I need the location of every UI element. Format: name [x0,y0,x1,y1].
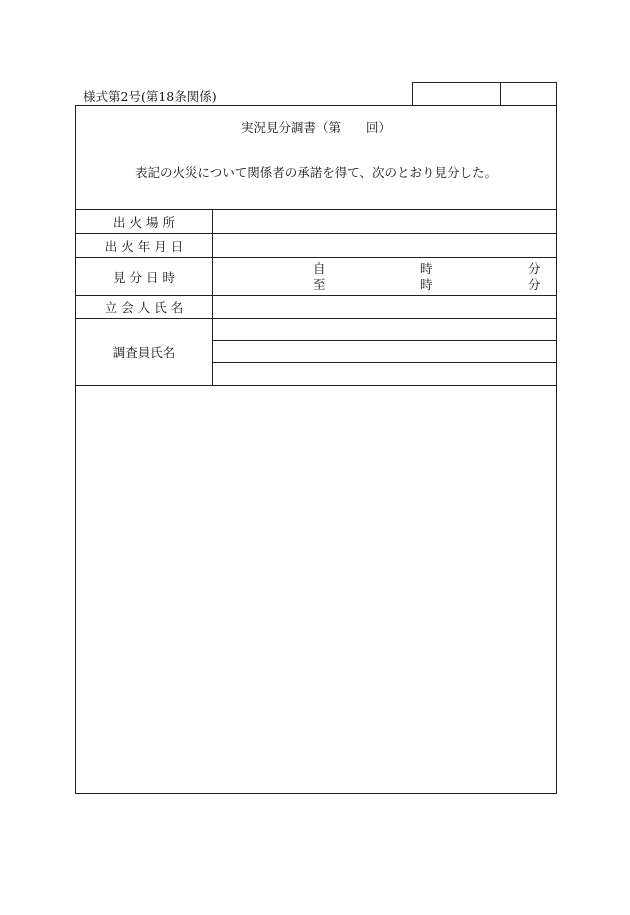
from-label: 自 [313,261,326,276]
witness-name-field [213,296,556,318]
investigator-name-field-2 [213,341,556,362]
document-statement: 表記の火災について関係者の承諾を得て、次のとおり見分した。 [134,165,497,180]
witness-name-label: 立 会 人 氏 名 [104,300,184,315]
from-minute-label: 分 [528,261,541,276]
investigator-name-label: 調査員氏名 [112,345,176,360]
report-body-area [76,386,556,793]
to-label: 至 [313,277,326,292]
receipt-stamp-box-small [500,82,557,106]
fire-location-field [213,210,556,233]
fire-date-label: 出 火 年 月 日 [104,238,184,254]
investigator-name-field-1 [213,319,556,340]
from-hour-label: 時 [420,261,433,276]
to-minute-label: 分 [528,277,541,292]
document-title: 実況見分調書（第 回） [240,120,391,135]
receipt-stamp-box [412,82,501,106]
form-number-label: 様式第2号(第18条関係) [83,89,217,104]
fire-date-field [213,234,556,257]
investigator-name-field-3 [213,363,556,385]
to-hour-label: 時 [420,277,433,292]
fire-location-label: 出 火 場 所 [113,214,175,230]
inspection-datetime-label: 見 分 日 時 [113,269,175,285]
